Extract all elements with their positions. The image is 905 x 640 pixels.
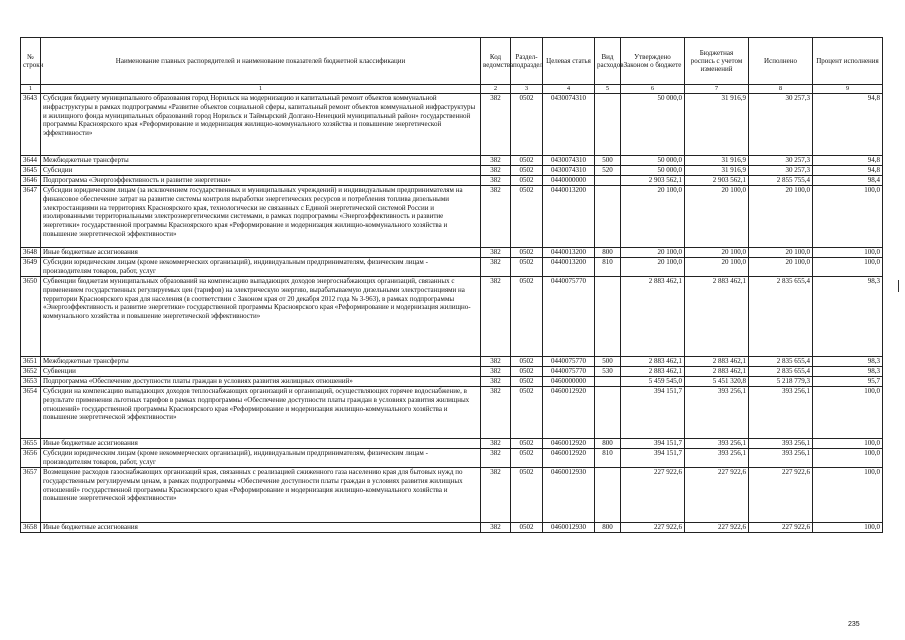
percent-cell: 100,0 (813, 449, 883, 468)
scan-edge-mark (898, 280, 899, 292)
section-cell: 0502 (511, 248, 543, 258)
executed-cell: 227 922,6 (749, 523, 813, 533)
row-name: Межбюджетные трансферты (41, 156, 481, 166)
column-number: 1 (41, 85, 481, 94)
header-name: Наименование главных распорядителей и наименование показателей бюджетной классификации (41, 38, 481, 85)
row-name: Иные бюджетные ассигнования (41, 523, 481, 533)
header-row-no: № строки (21, 38, 41, 85)
table-row (21, 258, 883, 277)
section-cell: 0502 (511, 439, 543, 449)
target-cell: 0440000000 (543, 176, 595, 186)
revised-cell: 2 883 462,1 (685, 367, 749, 377)
row-name: Межбюджетные трансферты (41, 357, 481, 367)
section-cell: 0502 (511, 186, 543, 248)
expense-type-cell (595, 176, 621, 186)
target-cell: 0440013200 (543, 186, 595, 248)
row-number: 3651 (21, 357, 41, 367)
row-name: Субсидии юридическим лицам (кроме некоммерческих организаций), индивидуальным предпринимателям, физическим лицам - производителям товаров, работ, услуг (41, 258, 481, 277)
percent-cell: 98,3 (813, 277, 883, 357)
expense-type-cell (595, 468, 621, 523)
dept-code-cell: 382 (481, 248, 511, 258)
row-name: Иные бюджетные ассигнования (41, 248, 481, 258)
section-cell: 0502 (511, 156, 543, 166)
approved-cell: 2 903 562,1 (621, 176, 685, 186)
section-cell: 0502 (511, 277, 543, 357)
row-name: Возмещение расходов газоснабжающих организаций края, связанных с реализацией сжиженного газа населению края для бытовых нужд по государственным регулируемым ценам, в рамках подпрограммы «Обеспечение доступности платы граждан в условиях развития жилищных отношений» государственной программы Красноярского края «Реформирование и модернизация жилищно-коммунального хозяйства и повышение энергетической эффективности» (41, 468, 481, 523)
row-number: 3649 (21, 258, 41, 277)
percent-cell: 94,8 (813, 166, 883, 176)
executed-cell: 393 256,1 (749, 439, 813, 449)
target-cell: 0460012930 (543, 523, 595, 533)
revised-cell: 2 883 462,1 (685, 357, 749, 367)
section-cell: 0502 (511, 449, 543, 468)
column-number: 9 (813, 85, 883, 94)
approved-cell: 20 100,0 (621, 258, 685, 277)
table-row (21, 377, 883, 387)
revised-cell: 227 922,6 (685, 523, 749, 533)
dept-code-cell: 382 (481, 449, 511, 468)
row-name: Подпрограмма «Обеспечение доступности платы граждан в условиях развития жилищных отношений» (41, 377, 481, 387)
dept-code-cell: 382 (481, 367, 511, 377)
row-name: Субсидии юридическим лицам (кроме некоммерческих организаций), индивидуальным предпринимателям, физическим лицам - производителям товаров, работ, услуг (41, 449, 481, 468)
executed-cell: 2 835 655,4 (749, 367, 813, 377)
header-revised: Бюджетная роспись с учетом изменений (685, 38, 749, 85)
header-dept-code: Код ведомства (481, 38, 511, 85)
executed-cell: 2 835 655,4 (749, 277, 813, 357)
expense-type-cell: 500 (595, 156, 621, 166)
section-cell: 0502 (511, 357, 543, 367)
header-section: Раздел-подраздел (511, 38, 543, 85)
header-target: Целевая статья (543, 38, 595, 85)
target-cell: 0460000000 (543, 377, 595, 387)
expense-type-cell (595, 387, 621, 439)
column-number: 1 (21, 85, 41, 94)
revised-cell: 20 100,0 (685, 248, 749, 258)
row-number: 3645 (21, 166, 41, 176)
header-percent: Процент исполнения (813, 38, 883, 85)
approved-cell: 394 151,7 (621, 449, 685, 468)
target-cell: 0440075770 (543, 357, 595, 367)
dept-code-cell: 382 (481, 176, 511, 186)
target-cell: 0430074310 (543, 156, 595, 166)
executed-cell: 2 855 755,4 (749, 176, 813, 186)
approved-cell: 20 100,0 (621, 248, 685, 258)
dept-code-cell: 382 (481, 277, 511, 357)
section-cell: 0502 (511, 94, 543, 156)
table-row (21, 186, 883, 248)
row-name: Субсидии (41, 166, 481, 176)
expense-type-cell (595, 277, 621, 357)
executed-cell: 393 256,1 (749, 387, 813, 439)
table-row (21, 248, 883, 258)
approved-cell: 394 151,7 (621, 439, 685, 449)
approved-cell: 227 922,6 (621, 468, 685, 523)
expense-type-cell: 800 (595, 439, 621, 449)
section-cell: 0502 (511, 377, 543, 387)
section-cell: 0502 (511, 367, 543, 377)
expense-type-cell: 800 (595, 248, 621, 258)
percent-cell: 98,3 (813, 357, 883, 367)
table-row (21, 449, 883, 468)
table-row (21, 277, 883, 357)
table-row (21, 166, 883, 176)
approved-cell: 2 883 462,1 (621, 277, 685, 357)
revised-cell: 31 916,9 (685, 156, 749, 166)
target-cell: 0440075770 (543, 277, 595, 357)
header-executed: Исполнено (749, 38, 813, 85)
row-name: Иные бюджетные ассигнования (41, 439, 481, 449)
expense-type-cell (595, 377, 621, 387)
column-number: 3 (511, 85, 543, 94)
percent-cell: 100,0 (813, 387, 883, 439)
dept-code-cell: 382 (481, 439, 511, 449)
expense-type-cell: 520 (595, 166, 621, 176)
revised-cell: 393 256,1 (685, 387, 749, 439)
dept-code-cell: 382 (481, 387, 511, 439)
approved-cell: 2 883 462,1 (621, 357, 685, 367)
expense-type-cell: 810 (595, 449, 621, 468)
target-cell: 0440013200 (543, 248, 595, 258)
approved-cell: 50 000,0 (621, 166, 685, 176)
executed-cell: 5 218 779,3 (749, 377, 813, 387)
row-name: Субсидии юридическим лицам (за исключением государственных и муниципальных учреждений) и индивидуальным предпринимателям на финансовое обеспечение затрат на развитие системы контроля выработки энергетических ресурсов и потребления топлива дизельными электростанциями на территориях Красноярского края, технологически не связанных с Единой энергетической системой России и изолированными территориальными электроэнергетическими системами, в рамках подпрограммы «Энергоэффективность и развитие энергетики» государственной программы Красноярского края «Реформирование и модернизация жилищно-коммунального хозяйства и повышение энергетической эффективности» (41, 186, 481, 248)
dept-code-cell: 382 (481, 186, 511, 248)
approved-cell: 20 100,0 (621, 186, 685, 248)
percent-cell: 98,3 (813, 367, 883, 377)
expense-type-cell: 530 (595, 367, 621, 377)
row-number: 3644 (21, 156, 41, 166)
column-number: 8 (749, 85, 813, 94)
executed-cell: 20 100,0 (749, 186, 813, 248)
approved-cell: 50 000,0 (621, 156, 685, 166)
row-number: 3653 (21, 377, 41, 387)
column-number: 2 (481, 85, 511, 94)
executed-cell: 30 257,3 (749, 94, 813, 156)
revised-cell: 20 100,0 (685, 258, 749, 277)
executed-cell: 20 100,0 (749, 248, 813, 258)
revised-cell: 31 916,9 (685, 94, 749, 156)
header-row (21, 38, 883, 85)
approved-cell: 5 459 545,0 (621, 377, 685, 387)
dept-code-cell: 382 (481, 258, 511, 277)
section-cell: 0502 (511, 166, 543, 176)
percent-cell: 100,0 (813, 523, 883, 533)
header-expense-type: Вид расходов (595, 38, 621, 85)
budget-table (20, 37, 883, 533)
executed-cell: 393 256,1 (749, 449, 813, 468)
executed-cell: 30 257,3 (749, 166, 813, 176)
revised-cell: 227 922,6 (685, 468, 749, 523)
column-number: 7 (685, 85, 749, 94)
percent-cell: 100,0 (813, 248, 883, 258)
row-number: 3655 (21, 439, 41, 449)
approved-cell: 50 000,0 (621, 94, 685, 156)
dept-code-cell: 382 (481, 94, 511, 156)
section-cell: 0502 (511, 523, 543, 533)
row-number: 3652 (21, 367, 41, 377)
approved-cell: 2 883 462,1 (621, 367, 685, 377)
dept-code-cell: 382 (481, 377, 511, 387)
column-number-row (21, 85, 883, 94)
section-cell: 0502 (511, 468, 543, 523)
approved-cell: 394 151,7 (621, 387, 685, 439)
expense-type-cell (595, 186, 621, 248)
dept-code-cell: 382 (481, 523, 511, 533)
target-cell: 0440013200 (543, 258, 595, 277)
row-name: Субвенции бюджетам муниципальных образований на компенсацию выпадающих доходов энергоснабжающих организаций, связанных с применением государственных регулируемых цен (тарифов) на электрическую энергию, вырабатываемую дизельными электростанциями на территории Красноярского края для населения (в соответствии с Законом края от 20 декабря 2012 года № 3-963), в рамках подпрограммы «Энергоэффективность и развитие энергетики» государственной программы Красноярского края «Реформирование и модернизация жилищно-коммунального хозяйства и повышение энергетической эффективности» (41, 277, 481, 357)
target-cell: 0430074310 (543, 94, 595, 156)
percent-cell: 100,0 (813, 258, 883, 277)
target-cell: 0440075770 (543, 367, 595, 377)
percent-cell: 98,4 (813, 176, 883, 186)
percent-cell: 95,7 (813, 377, 883, 387)
percent-cell: 100,0 (813, 186, 883, 248)
header-approved: Утверждено Законом о бюджете (621, 38, 685, 85)
row-number: 3656 (21, 449, 41, 468)
percent-cell: 94,8 (813, 156, 883, 166)
executed-cell: 2 835 655,4 (749, 357, 813, 367)
table-row (21, 367, 883, 377)
revised-cell: 5 451 320,8 (685, 377, 749, 387)
target-cell: 0460012930 (543, 468, 595, 523)
table-row (21, 357, 883, 367)
column-number: 5 (595, 85, 621, 94)
target-cell: 0460012920 (543, 387, 595, 439)
expense-type-cell: 500 (595, 357, 621, 367)
row-number: 3648 (21, 248, 41, 258)
row-name: Подпрограмма «Энергоэффективность и развитие энергетики» (41, 176, 481, 186)
section-cell: 0502 (511, 258, 543, 277)
revised-cell: 20 100,0 (685, 186, 749, 248)
table-row (21, 94, 883, 156)
column-number: 4 (543, 85, 595, 94)
table-row (21, 439, 883, 449)
table-row (21, 387, 883, 439)
target-cell: 0460012920 (543, 449, 595, 468)
section-cell: 0502 (511, 387, 543, 439)
dept-code-cell: 382 (481, 357, 511, 367)
page-number: 235 (848, 621, 860, 628)
approved-cell: 227 922,6 (621, 523, 685, 533)
target-cell: 0430074310 (543, 166, 595, 176)
revised-cell: 31 916,9 (685, 166, 749, 176)
percent-cell: 100,0 (813, 468, 883, 523)
expense-type-cell: 810 (595, 258, 621, 277)
row-number: 3657 (21, 468, 41, 523)
table-row (21, 523, 883, 533)
dept-code-cell: 382 (481, 468, 511, 523)
revised-cell: 2 883 462,1 (685, 277, 749, 357)
row-name: Субвенции (41, 367, 481, 377)
revised-cell: 2 903 562,1 (685, 176, 749, 186)
executed-cell: 20 100,0 (749, 258, 813, 277)
column-number: 6 (621, 85, 685, 94)
target-cell: 0460012920 (543, 439, 595, 449)
percent-cell: 100,0 (813, 439, 883, 449)
revised-cell: 393 256,1 (685, 439, 749, 449)
expense-type-cell (595, 94, 621, 156)
executed-cell: 30 257,3 (749, 156, 813, 166)
expense-type-cell: 800 (595, 523, 621, 533)
row-name: Субсидии на компенсацию выпадающих доходов теплоснабжающих организаций и организаций, осуществляющих горячее водоснабжение, в результате применения льготных тарифов в рамках подпрограммы «Обеспечение доступности платы граждан в условиях развития жилищных отношений» государственной программы Красноярского края «Реформирование и модернизация жилищно-коммунального хозяйства и повышение энергетической эффективности» (41, 387, 481, 439)
executed-cell: 227 922,6 (749, 468, 813, 523)
row-number: 3643 (21, 94, 41, 156)
percent-cell: 94,8 (813, 94, 883, 156)
row-name: Субсидия бюджету муниципального образования город Норильск на модернизацию и капитальный ремонт объектов коммунальной инфраструктуры в рамках подпрограммы «Развитие объектов социальной сферы, капитальный ремонт объектов коммунальной инфраструктуры и жилищного фонда муниципальных образований город Норильск и Таймырский Долгано-Ненецкий муниципальный район» государственной программы Красноярского края «Реформирование и модернизация жилищно-коммунального хозяйства и повышение энергетической эффективности» (41, 94, 481, 156)
row-number: 3646 (21, 176, 41, 186)
row-number: 3654 (21, 387, 41, 439)
row-number: 3658 (21, 523, 41, 533)
dept-code-cell: 382 (481, 166, 511, 176)
row-number: 3647 (21, 186, 41, 248)
dept-code-cell: 382 (481, 156, 511, 166)
table-row (21, 468, 883, 523)
table-row (21, 156, 883, 166)
section-cell: 0502 (511, 176, 543, 186)
row-number: 3650 (21, 277, 41, 357)
table-row (21, 176, 883, 186)
revised-cell: 393 256,1 (685, 449, 749, 468)
